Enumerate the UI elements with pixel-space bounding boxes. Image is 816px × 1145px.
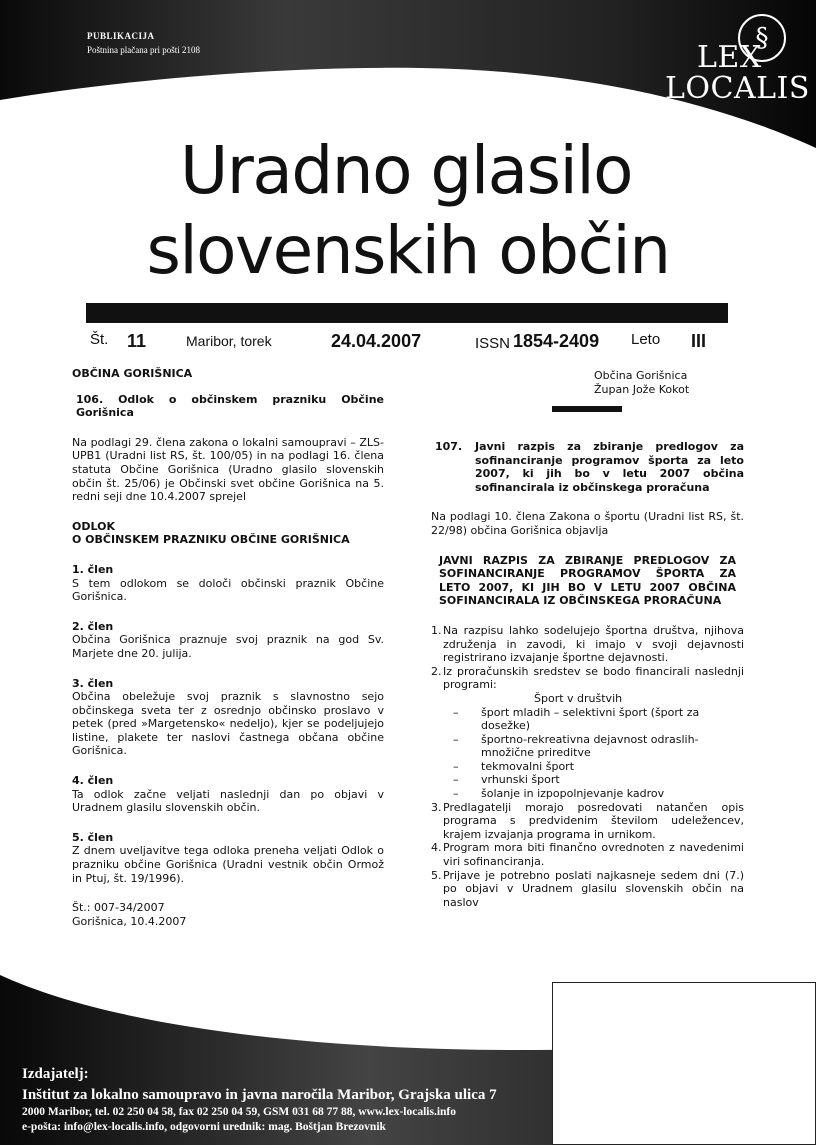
list-item: 4. Program mora biti finančno ovrednoten z navedenimi viri sofinanciranja. — [431, 841, 744, 869]
item-106-title: 106. Odlok o občinskem prazniku Občine Gorišnica — [76, 392, 384, 420]
dash-item: – vrhunski šport — [453, 773, 560, 787]
dash-item: – tekmovalni šport — [453, 759, 575, 773]
issn-label: ISSN — [475, 335, 511, 352]
article-title: 5. člen — [72, 830, 114, 844]
article-title: 3. člen — [72, 676, 114, 690]
publisher-contacts: 2000 Maribor, tel. 02 250 04 58, fax 02 250 04 59, GSM 031 68 77 88, www.lex-localis.info — [22, 1106, 456, 1118]
list-item: 5. Prijave je potrebno poslati najkasneje sedem dni (7.) po objavi v Uradnem glasilu slovenskih občin na naslov — [431, 868, 744, 909]
publisher-email-editor: e-pošta: info@lex-localis.info, odgovorni urednik: mag. Boštjan Brezovnik — [22, 1121, 386, 1133]
right-column — [431, 440, 744, 909]
item-106-intro: Na podlagi 29. člena zakona o lokalni samoupravi – ZLS-UPB1 (Uradni list RS, št. 100/05) in na podlagi 16. člena statuta Občine Gorišnica (Uradno glasilo slovenskih občin št. 25/06) je Občinski svet občine Gorišnica na 5. redni seji dne 10.4.2007 sprejel — [72, 435, 384, 504]
year-value: III — [691, 331, 707, 351]
article-text: Ta odlok začne veljati naslednji dan po objavi v Uradnem glasilu slovenskih občin. — [72, 787, 384, 815]
list-item: 2. Iz proračunskih sredstev se bodo financirali naslednji programi: — [431, 664, 744, 692]
masthead-title-line2: slovenskih občin — [146, 212, 670, 289]
article-text: Občina Gorišnica praznuje svoj praznik na god Sv. Marjete dne 20. julija. — [72, 633, 384, 660]
issue-place-day: Maribor, torek — [186, 333, 272, 349]
dash-item: – šolanje in izpopolnjevanje kadrov — [453, 787, 665, 801]
decree-heading: ODLOK — [72, 519, 115, 533]
section-seal-icon: § — [738, 14, 786, 62]
masthead-rule — [86, 303, 728, 323]
article-text: S tem odlokom se določi občinski praznik Občine Gorišnica. — [72, 576, 384, 604]
reference-date: Gorišnica, 10.4.2007 — [72, 914, 187, 928]
article-text: Občina obeležuje svoj praznik s slavnostno sejo občinskega sveta ter z osrednjo občinsko proslavo v petek (pred »Margetensko« nedeljo), kjer se podeljujejo listine, plakete ter naslovi častnega občana občine Gorišnica. — [72, 690, 384, 758]
postage-note: Poštnina plačana pri pošti 2108 — [87, 45, 200, 55]
decree-subheading: O OBČINSKEM PRAZNIKU OBČINE GORIŠNICA — [72, 533, 350, 547]
list-item: 1. Na razpisu lahko sodelujejo športna društva, njihova združenja in zavodi, ki imajo v svoji dejavnosti registrirano izvajanje športne dejavnosti. — [431, 623, 744, 665]
left-column — [72, 367, 384, 928]
issue-number: 11 — [127, 331, 147, 351]
list-item: 3. Predlagatelji morajo posredovati natančen opis programa s predvidenim številom udeležencev, krajem izvajanja programa in urnikom. — [431, 800, 744, 841]
issn-value: 1854-2409 — [513, 331, 600, 351]
article-title: 4. člen — [72, 774, 114, 788]
issue-number-label: Št. — [90, 331, 109, 348]
signature-block — [594, 369, 734, 396]
publication-label: PUBLIKACIJA — [87, 31, 155, 41]
address-label-box — [552, 982, 816, 1145]
logo-line-localis: LOCALIS — [665, 71, 810, 106]
issue-date: 24.04.2007 — [331, 331, 422, 351]
article-text: Z dnem uveljavitve tega odloka preneha veljati Odlok o prazniku občine Gorišnica (Uradni vestnik občin Ormož in Ptuj, št. 19/1996). — [72, 844, 384, 885]
tender-heading: JAVNI RAZPIS ZA ZBIRANJE PREDLOGOV ZA SOFINANCIRANJE PROGRAMOV ŠPORTA ZA LETO 2007, KI JIH BO V LETU 2007 OBČINA SOFINANCIRALA IZ OBČINSKEGA PRORAČUNA — [439, 553, 736, 608]
item-107-title: Javni razpis za zbiranje predlogov za sofinanciranje programov športa za leto 2007, ki jih bo v letu 2007 občina sofinancirala iz občinskega proračuna — [475, 440, 744, 494]
item-107-header — [431, 440, 744, 494]
publisher-label: Izdajatelj: — [22, 1066, 89, 1082]
publisher-name: Inštitut za lokalno samoupravo in javna naročila Maribor, Grajska ulica 7 — [22, 1087, 497, 1103]
separator-bar — [552, 406, 622, 412]
dash-item: – šport mladih – selektivni šport (šport za dosežke) — [453, 705, 700, 733]
logo-line-lex: LEX — [697, 40, 762, 75]
masthead-title-line1: Uradno glasilo — [179, 132, 633, 209]
article-title: 2. člen — [72, 619, 114, 633]
signature-municipality: Občina Gorišnica — [594, 369, 688, 382]
signature-mayor: Župan Jože Kokot — [594, 382, 690, 396]
year-label: Leto — [631, 331, 661, 348]
municipality-heading: OBČINA GORIŠNICA — [72, 367, 193, 380]
reference-number: Št.: 007-34/2007 — [72, 901, 165, 915]
dash-item: – športno-rekreativna dejavnost odraslih-množične prireditve — [453, 732, 699, 760]
item-107-intro: Na podlagi 10. člena Zakona o športu (Uradni list RS, št. 22/98) občina Gorišnica objavlja — [431, 510, 744, 537]
item-107-number: 107. — [435, 440, 463, 453]
article-title: 1. člen — [72, 562, 114, 576]
list-subheading: Šport v društvih — [534, 691, 623, 705]
